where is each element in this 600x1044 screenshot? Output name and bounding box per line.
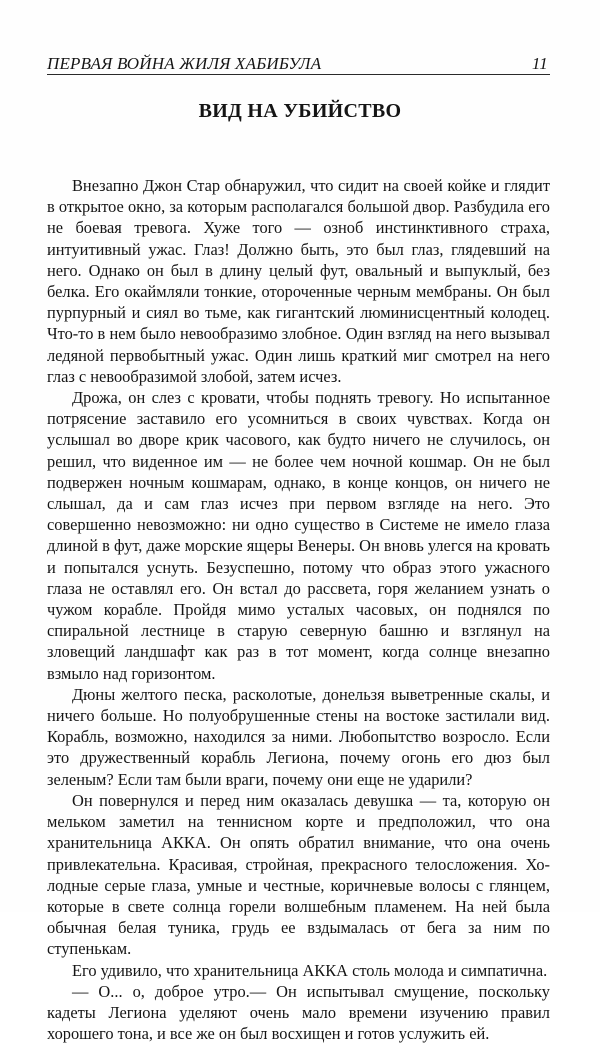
page-number: 11 (531, 54, 548, 73)
chapter-title: ВИД НА УБИЙСТВО (198, 100, 402, 122)
paragraph: Дюны желтого песка, расколотые, донельзя выветренные скалы, и ничего больше. Но полуобрушенные стены на востоке застилали вид. Корабль, возможно, находился за ними. Любопытство возросло. Если это дружественный корабль Легиона, почему огонь его дюз был зеленым? Если там были враги, почему они еще не ударили? (47, 684, 550, 789)
running-head (47, 54, 550, 75)
running-head-title: ПЕРВАЯ ВОЙНА ЖИЛЯ ХАБИБУЛА (47, 54, 322, 73)
paragraph: Внезапно Джон Стар обнаружил, что сидит на своей койке и глядит в открытое окно, за которым располагался большой двор. Разбудила его не боевая тревога. Хуже того — озноб инстинктивного страха, интуитивный ужас. Глаз! Должно быть, это был глаз, глядевший на него. Однако он был в длину целый фут, овальный и выпуклый, без белка. Его окаймляли тонкие, отороченные черным мембраны. Он был пурпурный и сиял во тьме, как гигантский люминисцентный колодец. Что-то в нем было невообразимо злобное. Один взгляд на него вызывал ледяной первобытный ужас. Один лишь краткий миг смотрел на него глаз с невообразимой злобой, затем исчез. (47, 176, 550, 386)
body-text (47, 175, 550, 1044)
paragraph: Его удивило, что хранительница АККА столь молода и симпатична. (72, 960, 548, 980)
paragraph: — О... о, доброе утро.— Он испытывал смущение, поскольку кадеты Легиона уделяют очень мало времени изучению правил хорошего тона, и все же он был восхищен и готов услужить ей. (47, 981, 550, 1044)
paragraph: Он повернулся и перед ним оказалась девушка — та, которую он мельком заметил на теннисном корте и предположил, что она хранительница АККА. Он опять обратил внимание, что она очень привлекательна. Красивая, стройная, прекрасного телосложения. Холодные серые глаза, умные и честные, коричневые волосы с глянцем, которые в свете солнца горели волшебным пламенем. На ней была обычная белая туника, грудь ее вздымалась от бега за ним по ступенькам. (47, 790, 550, 959)
paragraph: Дрожа, он слез с кровати, чтобы поднять тревогу. Но испытанное потрясение заставило его усомниться в своих чувствах. Когда он услышал во дворе крик часового, как будто ничего не случилось, он решил, что виденное им — не более чем ночной кошмар. Он не был подвержен ночным кошмарам, однако, в конце концов, он ничего не слышал, да и сам глаз исчез при первом взгляде на него. Это совершенно невозможно: ни одно существо в Системе не имело глаза длиной в фут, даже морские ящеры Венеры. Он вновь улегся на кровать и попытался уснуть. Безуспешно, потому что образ этого ужасного глаза не оставлял его. Он встал до рассвета, горя желанием узнать о чужом корабле. Пройдя мимо усталых часовых, он поднялся по спиральной лестнице в старую северную башню и взглянул на зловещий ландшафт как раз в тот момент, когда солнце внезапно взмыло над горизонтом. (47, 388, 550, 683)
